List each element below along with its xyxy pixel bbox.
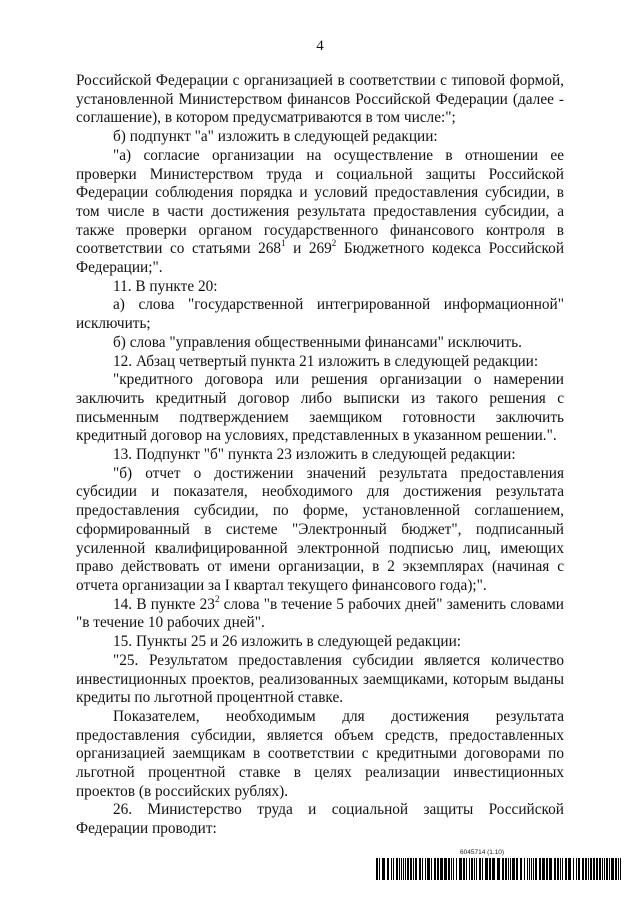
barcode-bar xyxy=(459,858,462,880)
barcode-bar xyxy=(382,858,385,880)
barcode-bar xyxy=(387,858,389,880)
barcode-bar xyxy=(568,858,571,880)
barcode-bar xyxy=(437,858,439,880)
barcode-bar xyxy=(588,858,589,880)
barcode-bar xyxy=(485,858,488,880)
text: и 269 xyxy=(285,240,332,258)
barcode-bar xyxy=(413,858,414,880)
text: "25. Результатом предоставления субсидии является количество инвестиционных проектов, реализованных заемщиками, которым выданы кредиты по льготной процентной ставке. xyxy=(76,651,564,707)
barcode-bar xyxy=(448,858,450,880)
paragraph-4 xyxy=(76,278,564,297)
barcode-bar xyxy=(453,858,454,880)
barcode-bar xyxy=(615,858,617,880)
barcode-bar xyxy=(391,858,392,880)
barcode-bar xyxy=(510,858,511,880)
barcode-bar xyxy=(557,858,559,880)
barcode-bar xyxy=(576,858,577,880)
text: 26. Министерство труда и социальной защиты Российской Федерации проводит: xyxy=(76,801,564,838)
barcode-bar xyxy=(599,858,601,880)
barcode-bar xyxy=(535,858,537,880)
barcode-bar xyxy=(492,858,495,880)
paragraph-3 xyxy=(76,147,564,278)
barcode-bar xyxy=(466,858,467,880)
barcode-bar xyxy=(611,858,614,880)
barcode-bar xyxy=(524,858,525,880)
barcode-bar xyxy=(403,858,404,880)
document-body xyxy=(76,72,564,839)
barcode-bar xyxy=(479,858,481,880)
barcode-bar xyxy=(542,858,545,880)
barcode-bar xyxy=(531,858,532,880)
paragraph-2 xyxy=(76,128,564,147)
barcode-bar xyxy=(516,858,518,880)
paragraph-10 xyxy=(76,465,564,596)
barcode-bar xyxy=(434,858,436,880)
barcode-bar xyxy=(560,858,561,880)
barcode-bar xyxy=(463,858,465,880)
superscript: 1 xyxy=(281,238,286,249)
paragraph-9 xyxy=(76,446,564,465)
text: а) слова "государственной интегрированной информационной" исключить; xyxy=(76,296,564,333)
barcode-bar xyxy=(505,858,507,880)
barcode-bar xyxy=(565,858,567,880)
barcode-bar xyxy=(618,858,619,880)
barcode-bar xyxy=(476,858,477,880)
barcode-bar xyxy=(427,858,430,880)
barcode-bar xyxy=(596,858,598,880)
barcode-bar xyxy=(401,858,402,880)
paragraph-5 xyxy=(76,296,564,333)
barcode-bar xyxy=(512,858,515,880)
text: б) подпункт "а" изложить в следующей редакции: xyxy=(113,128,438,146)
paragraph-14 xyxy=(76,708,564,802)
text: 11. В пункте 20: xyxy=(113,277,218,295)
text: 13. Подпункт "б" пункта 23 изложить в следующей редакции: xyxy=(113,446,516,464)
barcode-bar xyxy=(399,858,400,880)
barcode-bar xyxy=(474,858,475,880)
barcode-bar xyxy=(578,858,580,880)
text: б) слова "управления общественными финансами" исключить. xyxy=(113,333,522,351)
barcode-bar xyxy=(376,858,378,880)
text: Российской Федерации с организацией в соответствии с типовой формой, установленной Министерством финансов Российской Федерации (далее - соглашение), в котором предусматриваются в том числе:"; xyxy=(76,72,564,127)
paragraph-1 xyxy=(76,72,564,128)
text: 15. Пункты 25 и 26 изложить в следующей редакции: xyxy=(113,633,462,651)
barcode-bar xyxy=(502,858,504,880)
barcode-bar xyxy=(425,858,426,880)
barcode-bar xyxy=(489,858,491,880)
paragraph-15 xyxy=(76,801,564,838)
text: "б) отчет о достижении значений результата предоставления субсидии и показателя, необходимого для достижения результата предоставления субсидии, по форме, установленной соглашением, сформированный в системе "Электронный бюджет", подписанный усиленной квалифицированной электронной подписью лиц, имеющих право действовать от имени организации, в 2 экземплярах (начиная с отчета организации за I квартал текущего финансового года);". xyxy=(76,464,564,594)
text: Бюджетного кодекса Российской Федерации;". xyxy=(76,240,564,277)
text: 14. В пункте 23 xyxy=(113,595,215,613)
text: "кредитного договора или решения организации о намерении заключить кредитный договор либо выписки из такого решения с письменным подтверждением заемщиком готовности заключить кредитный договор на условиях, представленных в указанном решении.". xyxy=(76,371,564,445)
barcode-bar xyxy=(393,858,394,880)
barcode-bar xyxy=(606,858,608,880)
barcode-bar xyxy=(602,858,603,880)
barcode-bar xyxy=(520,858,522,880)
barcode-bar xyxy=(549,858,552,880)
paragraph-13 xyxy=(76,652,564,708)
barcode-bar xyxy=(419,858,421,880)
barcode-bar xyxy=(422,858,423,880)
barcode-bar xyxy=(573,858,574,880)
barcode-caption: 6045714 (1.10) xyxy=(460,849,505,856)
barcode-bar xyxy=(585,858,587,880)
barcode-bar xyxy=(533,858,534,880)
superscript: 2 xyxy=(331,238,337,249)
barcode-bar xyxy=(497,858,500,880)
barcode-bar xyxy=(471,858,473,880)
barcode-bar xyxy=(539,858,541,880)
barcode-bar xyxy=(582,858,584,880)
barcode-bar xyxy=(508,858,509,880)
barcode-bar xyxy=(379,858,380,880)
text: "а) согласие организации на осуществление в отношении ее проверки Министерством труда и социальной защиты Российской Федерации соблюдения порядка и условий предоставления субсидии, в том числе в части достижения результата предоставления субсидии, а также проверки органом государственного финансового контроля в соответствии со статьями 268 xyxy=(76,146,564,258)
barcode-bar xyxy=(620,858,621,880)
paragraph-7 xyxy=(76,353,564,372)
barcode-bar xyxy=(609,858,610,880)
barcode-bar xyxy=(604,858,605,880)
barcode-bar xyxy=(590,858,592,880)
paragraph-8 xyxy=(76,371,564,446)
barcode-bar xyxy=(451,858,452,880)
barcode-bar xyxy=(396,858,398,880)
barcode-bar xyxy=(554,858,556,880)
barcode-bar xyxy=(407,858,409,880)
barcode-bar xyxy=(562,858,563,880)
paragraph-6 xyxy=(76,334,564,353)
text: 12. Абзац четвертый пункта 21 изложить в следующей редакции: xyxy=(113,352,539,370)
barcode-bar xyxy=(482,858,483,880)
barcode-bar xyxy=(440,858,443,880)
barcode-bar xyxy=(410,858,412,880)
paragraph-12 xyxy=(76,633,564,652)
barcode-bar xyxy=(527,858,528,880)
barcode-bar xyxy=(405,858,406,880)
page-number: 4 xyxy=(316,38,324,54)
barcode xyxy=(376,858,622,880)
barcode-bar xyxy=(546,858,548,880)
barcode-bar xyxy=(415,858,417,880)
barcode-bar xyxy=(529,858,530,880)
barcode-bar xyxy=(456,858,457,880)
barcode-bar xyxy=(469,858,470,880)
text: Показателем, необходимым для достижения результата предоставления субсидии, является объем средств, предоставленных организацией заемщикам в соответствии с кредитными договорами по льготной процентной ставке в целях реализации инвестиционных проектов (в российских рублях). xyxy=(76,707,564,800)
paragraph-11 xyxy=(76,593,564,633)
superscript: 2 xyxy=(214,593,220,604)
text: слова "в течение 5 рабочих дней" заменить словами "в течение 10 рабочих дней". xyxy=(76,595,564,632)
barcode-bar xyxy=(431,858,432,880)
barcode-bar xyxy=(444,858,447,880)
barcode-bar xyxy=(593,858,595,880)
